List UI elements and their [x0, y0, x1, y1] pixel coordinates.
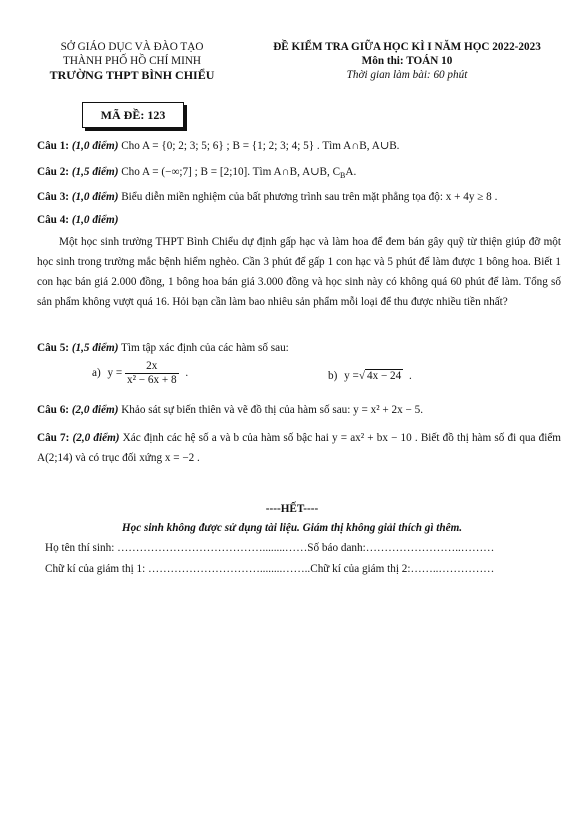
exam-title: ĐỀ KIỂM TRA GIỮA HỌC KÌ I NĂM HỌC 2022-2023: [273, 41, 541, 53]
question-5a-fraction: [125, 360, 179, 387]
department-name: SỞ GIÁO DỤC VÀ ĐÀO TẠO: [60, 41, 204, 53]
exam-code-box: [82, 102, 184, 128]
question-5a-lhs: y =: [107, 367, 123, 380]
question-1: [37, 138, 564, 154]
question-7-text: Xác định các hệ số a và b của hàm số bậc hai y = ax² + bx − 10 . Biết đồ thị hàm số đi qua điểm A(2;14) và có trục đối xứng x = −2 .: [37, 432, 562, 464]
school-name: TRƯỜNG THPT BÌNH CHIỂU: [49, 68, 215, 82]
header-left: [22, 40, 242, 82]
question-5: [37, 340, 564, 356]
question-1-text: Cho A = {0; 2; 3; 5; 6} ; B = {1; 2; 3; 4; 5} . Tìm A∩B, A∪B.: [118, 140, 400, 152]
question-6-label: Câu 6:: [37, 404, 70, 416]
question-4-points: (1,0 điểm): [71, 214, 119, 226]
exam-subject: Môn thi: TOÁN 10: [361, 55, 453, 67]
footer-note: Học sinh không được sử dụng tài liệu. Giám thị không giải thích gì thêm.: [121, 522, 463, 534]
question-5-points: (1,5 điểm): [71, 342, 119, 354]
city-name: THÀNH PHỐ HỒ CHÍ MINH: [63, 55, 201, 67]
question-4-heading: [37, 212, 564, 228]
exam-time: Thời gian làm bài: 60 phút: [346, 69, 468, 81]
question-1-points: (1,0 điểm): [71, 140, 119, 152]
question-5-label: Câu 5:: [37, 342, 70, 354]
proctor-signature-line: Chữ kí của giám thị 1: …………………………........……..Chữ kí của giám thị 2:……..……………: [45, 563, 495, 575]
question-5a-end: .: [185, 367, 189, 380]
question-5b: [328, 368, 412, 384]
question-7-points: (2,0 điểm): [72, 432, 120, 444]
question-5-text: Tìm tập xác định của các hàm số sau:: [118, 342, 289, 354]
question-2-tail: A.: [345, 166, 357, 178]
question-3-label: Câu 3:: [37, 191, 70, 203]
question-5a-denominator: x² − 6x + 8: [127, 374, 177, 386]
question-6-text: Khảo sát sự biến thiên và vẽ đồ thị của hàm số sau: y = x² + 2x − 5.: [118, 404, 423, 416]
question-2-subscript: B: [340, 171, 346, 181]
sqrt-sign: √: [358, 370, 365, 382]
question-6-points: (2,0 điểm): [71, 404, 119, 416]
question-5b-lhs: y =: [344, 370, 359, 382]
candidate-info-line: Họ tên thí sinh: …………………………………........……Số báo danh:……………………..………: [45, 542, 495, 554]
question-6: [37, 402, 564, 418]
question-7: [37, 428, 561, 468]
question-2-label: Câu 2:: [37, 166, 70, 178]
question-4-text: Một học sinh trường THPT Bình Chiểu dự định gấp hạc và làm hoa để đem bán gây quỹ từ thiện giúp đỡ một học sinh trong trường mắc bệnh hiểm nghèo. Cần 3 phút để gấp 1 con hạc và 5 phút để làm được 1 bông hoa. Biết 1 con hạc bán giá 2.000 đồng, 1 bông hoa bán giá 3.000 đồng và học sinh này có không quá 60 phút để làm. Tổng số sản phẩm không vượt quá 16. Hỏi bạn cần làm bao nhiêu sản phẩm mỗi loại để thu được nhiều tiền nhất?: [37, 236, 561, 308]
question-2: [37, 164, 564, 184]
question-1-label: Câu 1:: [37, 140, 70, 152]
question-3: [37, 189, 564, 205]
question-4-label: Câu 4:: [37, 214, 70, 226]
question-3-points: (1,0 điểm): [71, 191, 119, 203]
question-5a-numerator: 2x: [125, 360, 179, 374]
question-2-text: Cho A = (−∞;7] ; B = [2;10]. Tìm A∩B, A∪B, C: [118, 166, 341, 178]
end-marker: ----HẾT----: [265, 503, 319, 515]
question-5b-label: b): [328, 370, 338, 382]
question-3-text: Biểu diễn miền nghiệm của bất phương trình sau trên mặt phẳng tọa độ: x + 4y ≥ 8 .: [118, 191, 498, 203]
question-5a-label: a): [92, 367, 101, 380]
exam-code: MÃ ĐỀ: 123: [100, 108, 166, 122]
question-5b-radicand: 4x − 24: [366, 370, 402, 382]
question-5a: [92, 360, 188, 387]
question-2-points: (1,5 điểm): [71, 166, 119, 178]
header-right: [238, 40, 576, 82]
question-5b-end: .: [409, 370, 412, 382]
question-7-label: Câu 7:: [37, 432, 70, 444]
